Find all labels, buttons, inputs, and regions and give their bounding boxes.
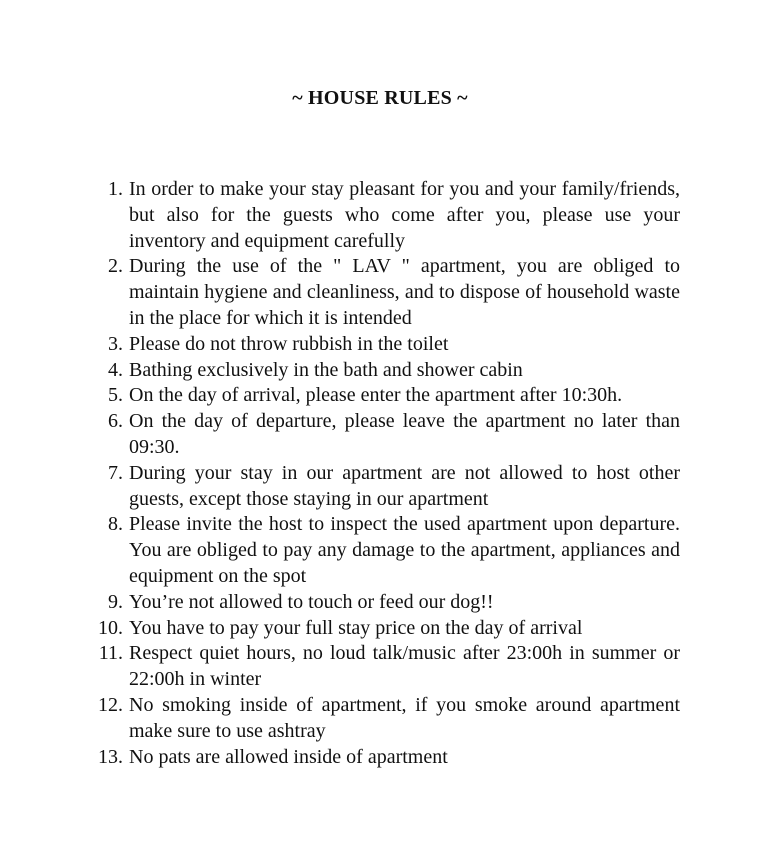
rule-text: In order to make your stay pleasant for you and your family/friends, but also for the guests who come after you, please use your inventory and equipment carefully xyxy=(129,178,680,252)
rule-number: 10. xyxy=(98,616,123,639)
rule-number: 7. xyxy=(108,461,123,484)
rule-number: 2. xyxy=(108,255,123,278)
rule-number: 11. xyxy=(98,642,123,665)
list-item xyxy=(80,745,680,771)
page-title: ~ HOUSE RULES ~ xyxy=(292,87,468,109)
list-item xyxy=(80,693,680,745)
rule-number: 4. xyxy=(108,358,123,381)
list-item xyxy=(80,383,680,409)
rule-text: Respect quiet hours, no loud talk/music after 23:00h in summer or 22:00h in winter xyxy=(129,642,680,691)
list-item xyxy=(80,254,680,331)
list-item xyxy=(80,512,680,589)
rule-number: 6. xyxy=(108,410,123,433)
house-rules-list xyxy=(80,177,680,770)
list-item xyxy=(80,177,680,254)
rule-number: 9. xyxy=(108,590,123,613)
rule-text: Please do not throw rubbish in the toilet xyxy=(129,332,449,355)
rule-number: 3. xyxy=(108,332,123,355)
rule-number: 12. xyxy=(98,693,123,716)
rule-text: No pats are allowed inside of apartment xyxy=(129,745,448,768)
list-item xyxy=(80,590,680,616)
list-item xyxy=(80,358,680,384)
rule-text: No smoking inside of apartment, if you smoke around apartment make sure to use ashtray xyxy=(129,693,680,742)
rule-number: 13. xyxy=(98,745,123,768)
list-item xyxy=(80,616,680,642)
rule-text: On the day of arrival, please enter the apartment after 10:30h. xyxy=(129,384,623,407)
rule-text: Please invite the host to inspect the used apartment upon departure. You are obliged to pay any damage to the apartment, appliances and equipment on the spot xyxy=(129,513,680,587)
list-item xyxy=(80,409,680,461)
rule-text: Bathing exclusively in the bath and shower cabin xyxy=(129,358,523,381)
list-item xyxy=(80,641,680,693)
rule-number: 1. xyxy=(108,178,123,200)
rule-number: 5. xyxy=(108,384,123,407)
list-item xyxy=(80,332,680,358)
rule-text: On the day of departure, please leave the apartment no later than 09:30. xyxy=(129,410,680,458)
rule-number: 8. xyxy=(108,513,123,536)
rule-text: During the use of the " LAV " apartment, you are obliged to maintain hygiene and cleanliness, and to dispose of household waste in the place for which it is intended xyxy=(129,255,680,329)
rule-text: During your stay in our apartment are not allowed to host other guests, except those staying in our apartment xyxy=(129,461,680,510)
list-item xyxy=(80,461,680,513)
rule-text: You have to pay your full stay price on the day of arrival xyxy=(129,616,583,639)
rule-text: You’re not allowed to touch or feed our dog!! xyxy=(129,590,494,613)
